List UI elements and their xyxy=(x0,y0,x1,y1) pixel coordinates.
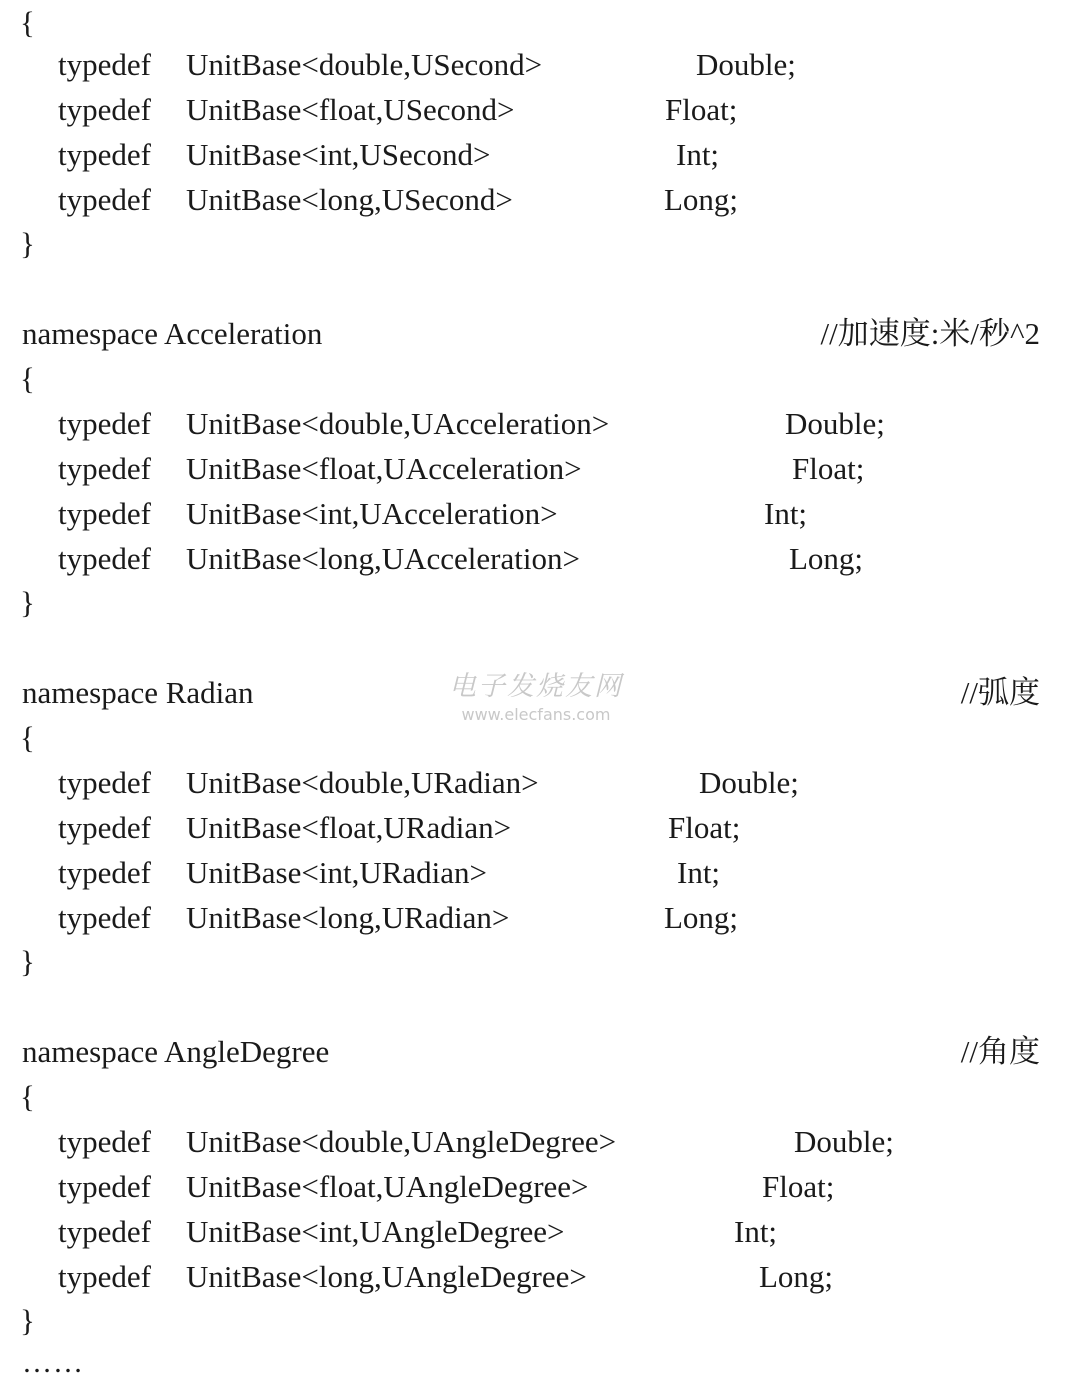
type-alias: Double; xyxy=(699,765,799,800)
open-brace: { xyxy=(20,361,35,396)
typedef-keyword: typedef xyxy=(58,1214,151,1249)
typedef-keyword: typedef xyxy=(58,765,151,800)
type-alias: Long; xyxy=(664,900,739,935)
type-alias: Float; xyxy=(665,92,738,127)
namespace-name: namespace AngleDegree xyxy=(22,1034,330,1069)
namespace-name: namespace Radian xyxy=(22,675,254,710)
typedef-keyword: typedef xyxy=(58,137,151,172)
namespace-name: namespace Acceleration xyxy=(22,316,323,351)
namespace-comment: //角度 xyxy=(960,1034,1040,1069)
code-line xyxy=(0,132,1067,177)
type-alias: Int; xyxy=(734,1214,778,1249)
template-type: UnitBase<double,UAcceleration> xyxy=(186,406,610,441)
code-line xyxy=(0,401,1067,446)
template-type: UnitBase<int,UAngleDegree> xyxy=(186,1214,565,1249)
brace-close-line xyxy=(0,1298,1067,1343)
code-line xyxy=(0,1254,1067,1299)
template-type: UnitBase<float,UAcceleration> xyxy=(186,451,582,486)
close-brace: } xyxy=(20,226,35,261)
type-alias: Float; xyxy=(668,810,741,845)
close-brace: } xyxy=(20,944,35,979)
brace-close-line xyxy=(0,580,1067,625)
open-brace: { xyxy=(20,1079,35,1114)
type-alias: Float; xyxy=(792,451,865,486)
code-line xyxy=(0,1119,1067,1164)
template-type: UnitBase<long,UAngleDegree> xyxy=(186,1259,587,1294)
type-alias: Int; xyxy=(676,137,720,172)
ellipsis: …… xyxy=(22,1346,84,1379)
namespace-header xyxy=(0,311,1067,356)
brace-close-line xyxy=(0,221,1067,266)
typedef-keyword: typedef xyxy=(58,855,151,890)
watermark-url: www.elecfans.com xyxy=(461,705,611,724)
namespace-comment: //加速度:米/秒^2 xyxy=(820,316,1040,351)
code-line xyxy=(0,87,1067,132)
type-alias: Int; xyxy=(677,855,721,890)
typedef-keyword: typedef xyxy=(58,1169,151,1204)
type-alias: Int; xyxy=(764,496,808,531)
template-type: UnitBase<float,URadian> xyxy=(186,810,512,845)
typedef-keyword: typedef xyxy=(58,1124,151,1159)
watermark-text: 电子发烧友网 xyxy=(449,671,623,702)
template-type: UnitBase<float,UAngleDegree> xyxy=(186,1169,589,1204)
code-line xyxy=(0,760,1067,805)
code-line xyxy=(0,42,1067,87)
code-line xyxy=(0,177,1067,222)
code-line xyxy=(0,850,1067,895)
template-type: UnitBase<long,URadian> xyxy=(186,900,510,935)
typedef-keyword: typedef xyxy=(58,810,151,845)
code-line xyxy=(0,895,1067,940)
code-line xyxy=(0,491,1067,536)
brace-open-line xyxy=(0,0,1067,45)
typedef-keyword: typedef xyxy=(58,406,151,441)
template-type: UnitBase<double,USecond> xyxy=(186,47,543,82)
type-alias: Long; xyxy=(664,182,739,217)
type-alias: Double; xyxy=(794,1124,894,1159)
typedef-keyword: typedef xyxy=(58,1259,151,1294)
brace-close-line xyxy=(0,939,1067,984)
type-alias: Long; xyxy=(759,1259,834,1294)
template-type: UnitBase<long,UAcceleration> xyxy=(186,541,580,576)
type-alias: Double; xyxy=(696,47,796,82)
typedef-keyword: typedef xyxy=(58,451,151,486)
close-brace: } xyxy=(20,1303,35,1338)
open-brace: { xyxy=(20,5,35,40)
typedef-keyword: typedef xyxy=(58,900,151,935)
ellipsis-line xyxy=(0,1340,1067,1385)
code-line xyxy=(0,536,1067,581)
namespace-header xyxy=(0,1029,1067,1074)
brace-open-line xyxy=(0,1074,1067,1119)
open-brace: { xyxy=(20,720,35,755)
typedef-keyword: typedef xyxy=(58,541,151,576)
code-line xyxy=(0,1164,1067,1209)
template-type: UnitBase<float,USecond> xyxy=(186,92,515,127)
type-alias: Double; xyxy=(785,406,885,441)
template-type: UnitBase<double,UAngleDegree> xyxy=(186,1124,617,1159)
template-type: UnitBase<double,URadian> xyxy=(186,765,539,800)
typedef-keyword: typedef xyxy=(58,496,151,531)
typedef-keyword: typedef xyxy=(58,92,151,127)
code-line xyxy=(0,1209,1067,1254)
code-line xyxy=(0,805,1067,850)
template-type: UnitBase<int,UAcceleration> xyxy=(186,496,558,531)
template-type: UnitBase<int,URadian> xyxy=(186,855,488,890)
typedef-keyword: typedef xyxy=(58,182,151,217)
type-alias: Float; xyxy=(762,1169,835,1204)
template-type: UnitBase<int,USecond> xyxy=(186,137,491,172)
template-type: UnitBase<long,USecond> xyxy=(186,182,513,217)
namespace-comment: //弧度 xyxy=(960,675,1040,710)
watermark xyxy=(436,670,636,736)
type-alias: Long; xyxy=(789,541,864,576)
close-brace: } xyxy=(20,585,35,620)
brace-open-line xyxy=(0,356,1067,401)
code-line xyxy=(0,446,1067,491)
typedef-keyword: typedef xyxy=(58,47,151,82)
